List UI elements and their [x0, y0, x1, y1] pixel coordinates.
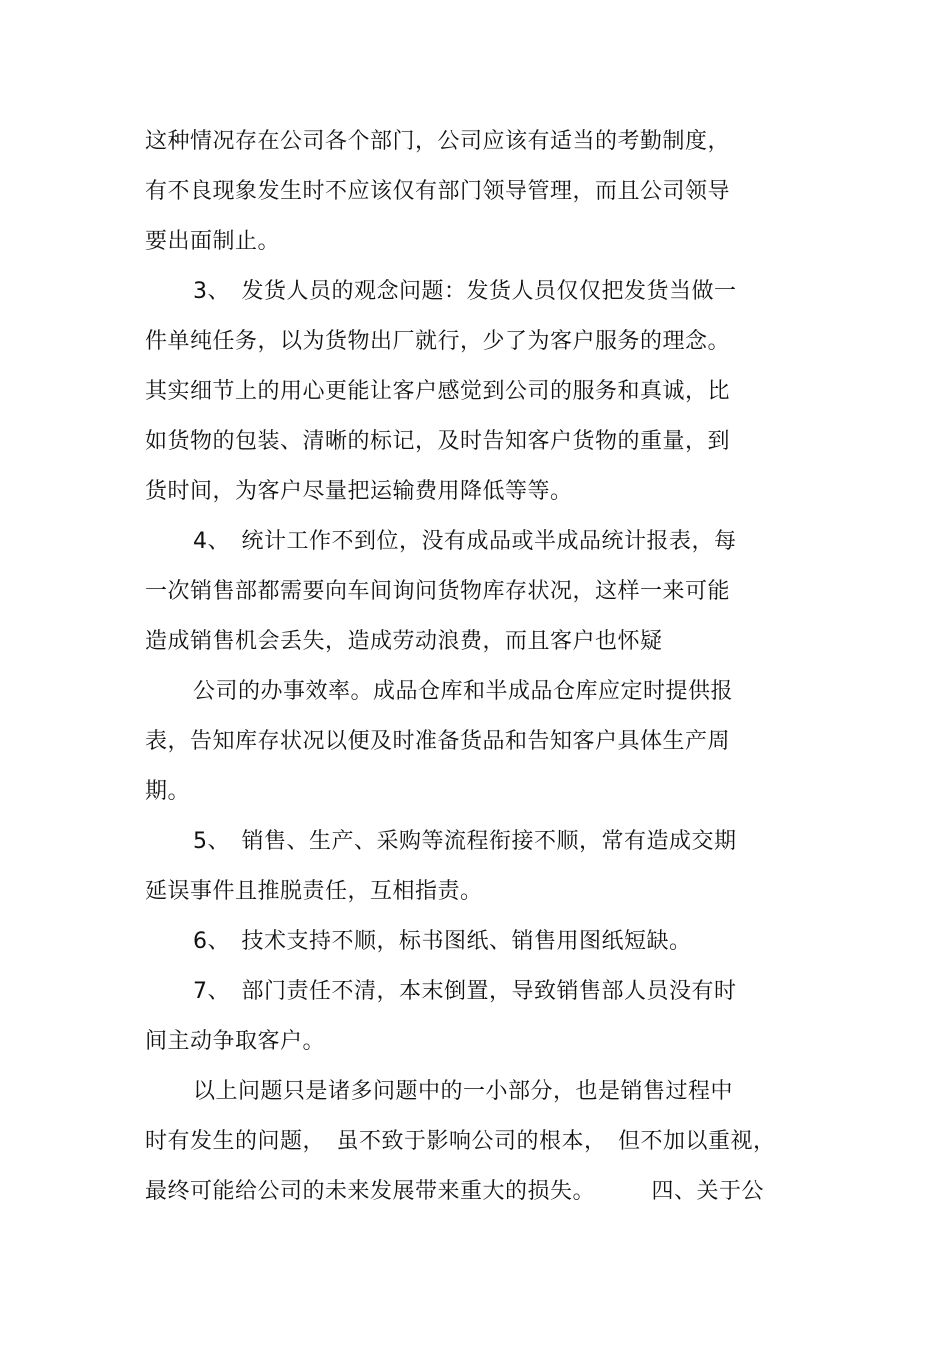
text-line: 期。 [145, 779, 191, 804]
text-line: 货时间，为客户尽量把运输费用降低等等。 [145, 479, 573, 504]
text-line: 间主动争取客户。 [145, 1029, 326, 1054]
text-line: 造成销售机会丢失，造成劳动浪费，而且客户也怀疑 [145, 629, 663, 654]
text-line: 如货物的包装、清晰的标记，及时告知客户货物的重量，到 [145, 429, 731, 454]
text-line: 这种情况存在公司各个部门，公司应该有适当的考勤制度， [145, 129, 731, 154]
text-line: 时有发生的问题， 虽不致于影响公司的根本， 但不加以重视， [145, 1129, 776, 1154]
text-line: 延误事件且推脱责任，互相指责。 [145, 879, 483, 904]
text-line: 公司的办事效率。成品仓库和半成品仓库应定时提供报 [193, 679, 734, 704]
text-line: 其实细节上的用心更能让客户感觉到公司的服务和真诚，比 [145, 379, 731, 404]
summary-paragraph: 以上问题只是诸多问题中的一小部分，也是销售过程中 [193, 1079, 734, 1104]
text-line: 要出面制止。 [145, 229, 281, 254]
text-line: 最终可能给公司的未来发展带来重大的损失。 四、关于公 [145, 1179, 765, 1204]
text-line: 一次销售部都需要向车间询问货物库存状况，这样一来可能 [145, 579, 731, 604]
text-line: 件单纯任务，以为货物出厂就行，少了为客户服务的理念。 [145, 329, 731, 354]
text-line: 有不良现象发生时不应该仅有部门领导管理，而且公司领导 [145, 179, 731, 204]
list-item-6: 6、 技术支持不顺，标书图纸、销售用图纸短缺。 [193, 929, 692, 954]
list-item-4: 4、 统计工作不到位，没有成品或半成品统计报表，每 [193, 529, 737, 554]
list-item-7: 7、 部门责任不清，本末倒置，导致销售部人员没有时 [193, 979, 737, 1004]
list-item-3: 3、 发货人员的观念问题：发货人员仅仅把发货当做一 [193, 279, 737, 304]
text-line: 表，告知库存状况以便及时准备货品和告知客户具体生产周 [145, 729, 731, 754]
list-item-5: 5、 销售、生产、采购等流程衔接不顺，常有造成交期 [193, 829, 737, 854]
